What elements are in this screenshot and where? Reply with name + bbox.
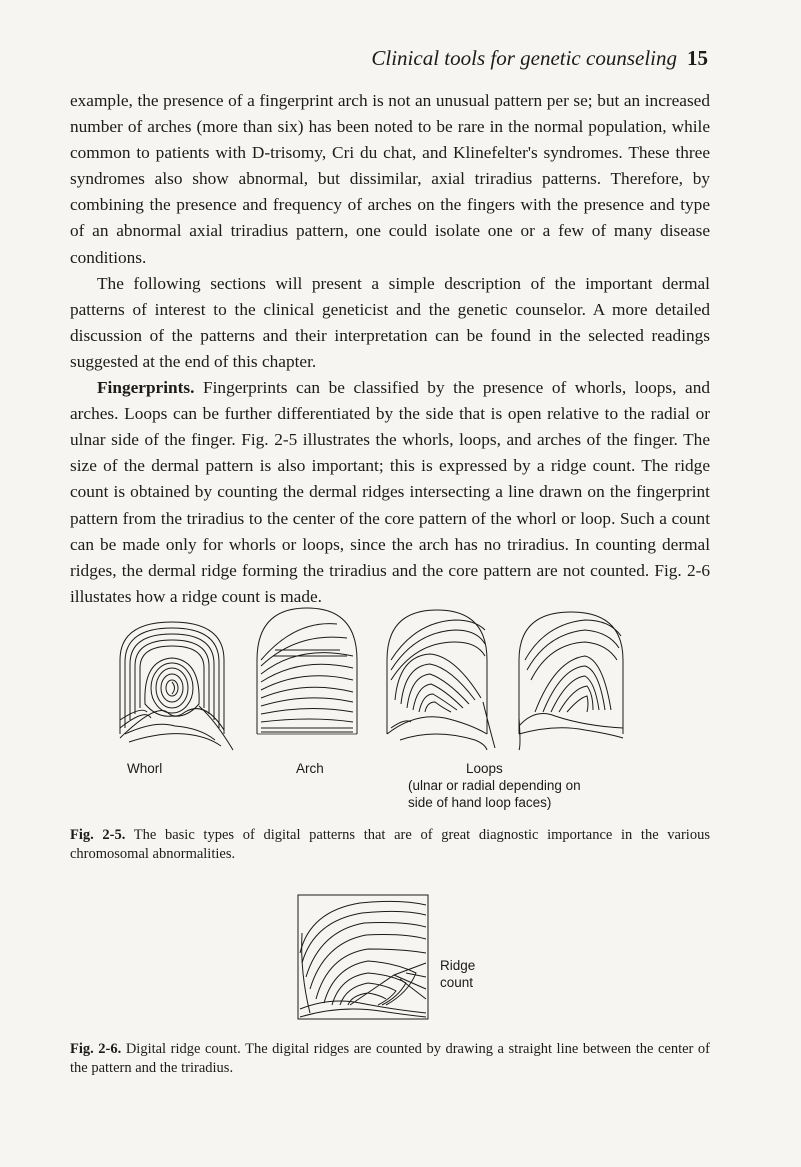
paragraph-1: example, the presence of a fingerprint arch is not an unusual pattern per se; but an increased number of arches (more than six) has been noted to be rare in the normal population, while common to patients with D-trisomy, Cri du chat, and Klinefelter's syndromes. These three syndromes also show abnormal, but dissimilar, axial triradius patterns. Therefore, by combining the presence and frequency of arches on the fingers with the presence and type of an abnormal axial triradius pattern, one could isolate one or a few of many disease conditions. [70,91,710,267]
paragraph-2: The following sections will present a simple description of the important dermal patterns of interest to the clinical geneticist and the genetic counselor. A more detailed discussion of the patterns and their interpretation can be found in the selected readings suggested at the end of this chapter. [70,273,710,371]
figure-2-6-illustration [290,893,430,1023]
body-text [70,88,710,610]
label-loops-note-1: (ulnar or radial depending on [408,778,581,793]
label-loops: Loops [466,761,503,776]
run-in-heading: Fingerprints. [97,378,195,398]
label-ridge: Ridge [440,958,476,973]
label-whorl: Whorl [127,761,163,776]
page-number: 15 [687,46,708,70]
caption-fig-2-5 [70,826,710,863]
label-loops-note-2: side of hand loop faces) [408,795,552,810]
caption-fig-2-6-number: Fig. 2-6. [70,1041,122,1057]
caption-fig-2-6 [70,1040,710,1077]
arch-pattern [257,608,357,734]
label-arch: Arch [296,761,324,776]
caption-fig-2-6-text: Digital ridge count. The digital ridges are counted by drawing a straight line between the center of the pattern and the triradius. [70,1041,710,1076]
caption-fig-2-5-text: The basic types of digital patterns that are of great diagnostic importance in the various chromosomal abnormalities. [70,827,710,862]
loop-pattern-1 [387,610,495,750]
running-header [371,46,708,71]
whorl-pattern [120,622,233,750]
running-title: Clinical tools for genetic counseling [371,46,677,70]
paragraph-3-text: Fingerprints can be classified by the presence of whorls, loops, and arches. Loops can be further differentiated by the side that is open relative to the radial or ulnar side of the finger. Fig. 2-5 illustrates the whorls, loops, and arches of the finger. The size of the dermal pattern is also important; this is expressed by a ridge count. The ridge count is obtained by counting the dermal ridges intersecting a line drawn on the fingerprint pattern from the triradius to the center of the core pattern of the whorl or loop. Such a count can be made only for whorls or loops, since the arch has no triradius. In counting dermal ridges, the dermal ridge forming the triradius and the core pattern are not counted. Fig. 2-6 illustates how a ridge count is made. [70,378,710,606]
caption-fig-2-5-number: Fig. 2-5. [70,827,126,843]
loop-pattern-2 [519,612,623,750]
label-count: count [440,975,474,990]
paragraph-3 [70,375,710,610]
